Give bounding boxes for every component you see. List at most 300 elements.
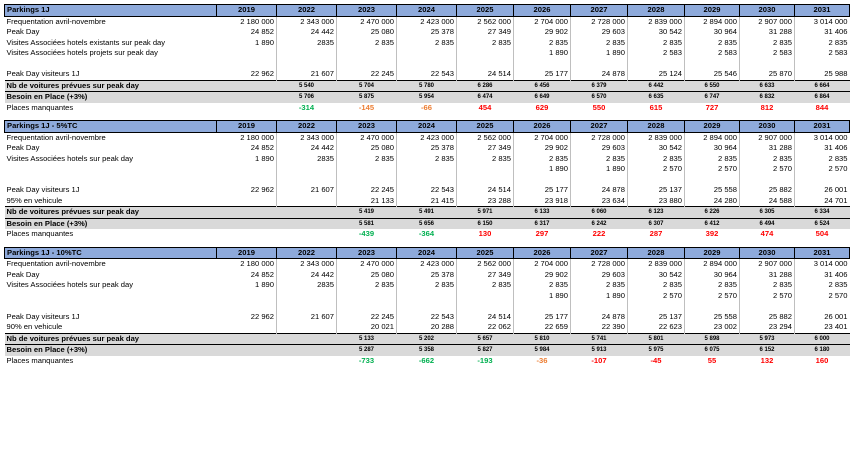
value-cell[interactable]: 2 570 bbox=[685, 291, 740, 302]
value-cell[interactable]: 24 852 bbox=[250, 27, 274, 36]
value-cell[interactable]: 25 137 bbox=[628, 312, 685, 323]
year-header[interactable]: 2029 bbox=[685, 5, 740, 17]
value-cell[interactable]: 25 378 bbox=[397, 270, 457, 281]
value-cell[interactable]: 2 343 000 bbox=[277, 259, 337, 270]
value-cell[interactable] bbox=[337, 291, 397, 302]
value-cell[interactable]: 29 902 bbox=[514, 27, 571, 38]
value-cell[interactable] bbox=[685, 175, 740, 186]
value-cell[interactable] bbox=[514, 301, 571, 312]
value-cell[interactable]: 5 133 bbox=[337, 333, 397, 345]
year-header[interactable]: 2031 bbox=[795, 121, 850, 133]
value-cell[interactable]: -36 bbox=[536, 355, 548, 365]
value-cell[interactable]: 6 550 bbox=[685, 80, 740, 92]
value-cell[interactable]: 6 442 bbox=[628, 80, 685, 92]
value-cell[interactable]: 727 bbox=[705, 102, 719, 112]
value-cell[interactable] bbox=[397, 291, 457, 302]
value-cell[interactable]: 25 137 bbox=[628, 185, 685, 196]
value-cell[interactable]: 5 827 bbox=[457, 345, 514, 356]
row-label[interactable]: Visites Associées hotels sur peak day bbox=[6, 153, 133, 163]
value-cell[interactable]: 2 704 000 bbox=[514, 16, 571, 27]
value-cell[interactable]: 22 245 bbox=[337, 312, 397, 323]
value-cell[interactable] bbox=[217, 175, 277, 186]
value-cell[interactable]: 2 562 000 bbox=[457, 259, 514, 270]
value-cell[interactable] bbox=[795, 59, 850, 70]
value-cell[interactable]: 2 835 bbox=[795, 280, 850, 291]
value-cell[interactable] bbox=[217, 48, 277, 59]
row-label[interactable]: Frequentation avril-novembre bbox=[6, 16, 106, 26]
value-cell[interactable]: 25 558 bbox=[685, 185, 740, 196]
value-cell[interactable] bbox=[397, 59, 457, 70]
value-cell[interactable]: 24 852 bbox=[250, 143, 274, 152]
year-header[interactable]: 2022 bbox=[277, 121, 337, 133]
value-cell[interactable]: 6 133 bbox=[514, 207, 571, 219]
value-cell[interactable]: 20 021 bbox=[337, 322, 397, 333]
value-cell[interactable]: 2835 bbox=[277, 280, 337, 291]
value-cell[interactable] bbox=[217, 59, 277, 70]
value-cell[interactable]: 22 245 bbox=[337, 185, 397, 196]
value-cell[interactable]: 23 002 bbox=[685, 322, 740, 333]
value-cell[interactable]: 6 242 bbox=[571, 218, 628, 229]
value-cell[interactable] bbox=[217, 164, 277, 175]
value-cell[interactable]: 24 514 bbox=[457, 312, 514, 323]
value-cell[interactable] bbox=[277, 196, 337, 207]
value-cell[interactable]: 25 882 bbox=[740, 185, 795, 196]
value-cell[interactable]: 454 bbox=[478, 102, 492, 112]
empty-cell[interactable] bbox=[457, 113, 514, 121]
value-cell[interactable] bbox=[457, 48, 514, 59]
value-cell[interactable]: 2 180 000 bbox=[240, 259, 274, 268]
row-label[interactable]: Frequentation avril-novembre bbox=[6, 259, 106, 268]
value-cell[interactable] bbox=[217, 301, 277, 312]
value-cell[interactable]: 24 588 bbox=[740, 196, 795, 207]
value-cell[interactable]: 1 890 bbox=[514, 48, 571, 59]
value-cell[interactable] bbox=[217, 196, 277, 207]
value-cell[interactable]: 160 bbox=[815, 355, 829, 365]
year-header[interactable]: 2030 bbox=[740, 247, 795, 259]
value-cell[interactable]: 25 177 bbox=[514, 185, 571, 196]
value-cell[interactable]: 1 890 bbox=[254, 37, 274, 47]
value-cell[interactable]: 2 835 bbox=[514, 38, 571, 49]
value-cell[interactable]: 31 288 bbox=[740, 270, 795, 281]
row-label[interactable]: 95% en vehicule bbox=[6, 195, 63, 205]
row-label[interactable]: Peak Day visiteurs 1J bbox=[6, 185, 80, 194]
value-cell[interactable]: 2 343 000 bbox=[277, 132, 337, 143]
value-cell[interactable]: 2835 bbox=[277, 154, 337, 165]
value-cell[interactable]: 2 835 bbox=[337, 38, 397, 49]
value-cell[interactable]: 2 839 000 bbox=[628, 16, 685, 27]
empty-cell[interactable] bbox=[277, 240, 337, 248]
value-cell[interactable] bbox=[277, 356, 337, 367]
empty-cell[interactable] bbox=[628, 240, 685, 248]
row-label[interactable]: Peak Day bbox=[6, 269, 40, 279]
value-cell[interactable]: 22 659 bbox=[514, 322, 571, 333]
row-label[interactable]: 90% en vehicule bbox=[6, 322, 63, 331]
value-cell[interactable]: 30 964 bbox=[685, 270, 740, 281]
value-cell[interactable]: 2 835 bbox=[397, 154, 457, 165]
value-cell[interactable]: 550 bbox=[592, 102, 606, 112]
value-cell[interactable]: 6 286 bbox=[457, 80, 514, 92]
value-cell[interactable]: 27 349 bbox=[457, 270, 514, 281]
value-cell[interactable]: 2 423 000 bbox=[397, 132, 457, 143]
row-label[interactable]: Peak Day visiteurs 1J bbox=[6, 69, 80, 78]
year-header[interactable]: 2019 bbox=[217, 5, 277, 17]
value-cell[interactable] bbox=[217, 218, 277, 229]
value-cell[interactable]: 287 bbox=[649, 229, 663, 238]
value-cell[interactable] bbox=[217, 92, 277, 103]
value-cell[interactable]: 2835 bbox=[277, 38, 337, 49]
value-cell[interactable] bbox=[217, 322, 277, 333]
value-cell[interactable]: 2 570 bbox=[740, 291, 795, 302]
empty-cell[interactable] bbox=[628, 113, 685, 121]
empty-cell[interactable] bbox=[795, 113, 850, 121]
value-cell[interactable]: 2 570 bbox=[628, 291, 685, 302]
value-cell[interactable] bbox=[795, 301, 850, 312]
year-header[interactable]: 2030 bbox=[740, 5, 795, 17]
value-cell[interactable]: 5 898 bbox=[685, 333, 740, 345]
year-header[interactable]: 2026 bbox=[514, 121, 571, 133]
value-cell[interactable]: 5 741 bbox=[571, 333, 628, 345]
value-cell[interactable]: 1 890 bbox=[514, 164, 571, 175]
value-cell[interactable] bbox=[397, 301, 457, 312]
value-cell[interactable]: 2 839 000 bbox=[628, 259, 685, 270]
value-cell[interactable]: 6 524 bbox=[795, 218, 850, 229]
value-cell[interactable]: 25 378 bbox=[397, 27, 457, 38]
value-cell[interactable]: 812 bbox=[760, 102, 774, 112]
value-cell[interactable] bbox=[217, 229, 277, 240]
value-cell[interactable]: 23 918 bbox=[514, 196, 571, 207]
value-cell[interactable]: 24 701 bbox=[795, 196, 850, 207]
value-cell[interactable] bbox=[571, 175, 628, 186]
value-cell[interactable]: 21 133 bbox=[337, 196, 397, 207]
value-cell[interactable] bbox=[795, 175, 850, 186]
value-cell[interactable]: 2 562 000 bbox=[457, 16, 514, 27]
row-label[interactable]: Nb de voitures prévues sur peak day bbox=[5, 333, 217, 345]
value-cell[interactable]: 5 706 bbox=[277, 92, 337, 103]
section-title[interactable]: Parkings 1J bbox=[5, 5, 217, 17]
value-cell[interactable]: 130 bbox=[478, 229, 492, 238]
value-cell[interactable]: 2 835 bbox=[397, 38, 457, 49]
value-cell[interactable]: 1 890 bbox=[514, 291, 571, 302]
empty-cell[interactable] bbox=[5, 240, 217, 248]
value-cell[interactable] bbox=[217, 207, 277, 219]
value-cell[interactable]: 2 835 bbox=[740, 154, 795, 165]
value-cell[interactable]: 2 835 bbox=[571, 154, 628, 165]
value-cell[interactable]: 2 835 bbox=[685, 154, 740, 165]
value-cell[interactable]: 2 907 000 bbox=[740, 132, 795, 143]
value-cell[interactable]: 2 728 000 bbox=[571, 132, 628, 143]
value-cell[interactable]: 6 633 bbox=[740, 80, 795, 92]
value-cell[interactable]: 2 835 bbox=[397, 280, 457, 291]
value-cell[interactable]: 2 894 000 bbox=[685, 132, 740, 143]
value-cell[interactable]: 29 603 bbox=[571, 27, 628, 38]
value-cell[interactable]: 5 954 bbox=[397, 92, 457, 103]
value-cell[interactable] bbox=[217, 80, 277, 92]
year-header[interactable]: 2023 bbox=[337, 121, 397, 133]
value-cell[interactable]: 6 864 bbox=[795, 92, 850, 103]
value-cell[interactable]: 6 412 bbox=[685, 218, 740, 229]
value-cell[interactable]: 23 880 bbox=[628, 196, 685, 207]
row-label[interactable]: Peak Day bbox=[6, 27, 40, 36]
row-label[interactable]: Visites Associées hotels existants sur peak day bbox=[6, 37, 166, 47]
value-cell[interactable]: 6 152 bbox=[740, 345, 795, 356]
value-cell[interactable] bbox=[277, 291, 337, 302]
value-cell[interactable]: 5 971 bbox=[457, 207, 514, 219]
row-label[interactable]: Besoin en Place (+3%) bbox=[5, 218, 217, 229]
year-header[interactable]: 2030 bbox=[740, 121, 795, 133]
row-label[interactable] bbox=[5, 175, 217, 186]
empty-cell[interactable] bbox=[740, 113, 795, 121]
value-cell[interactable]: 31 406 bbox=[795, 143, 850, 154]
value-cell[interactable]: 25 988 bbox=[795, 69, 850, 80]
value-cell[interactable]: 2 835 bbox=[514, 280, 571, 291]
value-cell[interactable]: 21 607 bbox=[277, 185, 337, 196]
year-header[interactable]: 2027 bbox=[571, 247, 628, 259]
value-cell[interactable]: 5 875 bbox=[337, 92, 397, 103]
value-cell[interactable]: 2 835 bbox=[337, 280, 397, 291]
empty-cell[interactable] bbox=[740, 240, 795, 248]
value-cell[interactable]: 2 839 000 bbox=[628, 132, 685, 143]
value-cell[interactable]: 22 962 bbox=[250, 311, 274, 321]
value-cell[interactable]: 29 902 bbox=[514, 270, 571, 281]
value-cell[interactable]: 6 075 bbox=[685, 345, 740, 356]
value-cell[interactable]: 2 583 bbox=[685, 48, 740, 59]
value-cell[interactable] bbox=[277, 333, 337, 345]
value-cell[interactable]: 2 423 000 bbox=[397, 16, 457, 27]
value-cell[interactable]: 2 470 000 bbox=[337, 16, 397, 27]
value-cell[interactable]: 6 474 bbox=[457, 92, 514, 103]
value-cell[interactable]: 5 657 bbox=[457, 333, 514, 345]
value-cell[interactable]: 25 870 bbox=[740, 69, 795, 80]
value-cell[interactable]: 24 442 bbox=[277, 143, 337, 154]
value-cell[interactable]: -107 bbox=[591, 355, 607, 365]
empty-cell[interactable] bbox=[685, 240, 740, 248]
empty-cell[interactable] bbox=[277, 113, 337, 121]
value-cell[interactable]: 132 bbox=[760, 355, 774, 365]
value-cell[interactable] bbox=[337, 164, 397, 175]
value-cell[interactable]: 2 907 000 bbox=[740, 16, 795, 27]
value-cell[interactable]: 26 001 bbox=[795, 312, 850, 323]
empty-cell[interactable] bbox=[795, 240, 850, 248]
year-header[interactable]: 2026 bbox=[514, 247, 571, 259]
empty-cell[interactable] bbox=[685, 113, 740, 121]
value-cell[interactable]: 3 014 000 bbox=[795, 132, 850, 143]
value-cell[interactable]: 2 704 000 bbox=[514, 259, 571, 270]
value-cell[interactable] bbox=[217, 333, 277, 345]
value-cell[interactable]: 2 835 bbox=[457, 280, 514, 291]
value-cell[interactable]: 22 062 bbox=[457, 322, 514, 333]
value-cell[interactable] bbox=[277, 48, 337, 59]
value-cell[interactable] bbox=[397, 175, 457, 186]
value-cell[interactable]: 29 603 bbox=[571, 270, 628, 281]
value-cell[interactable]: 5 913 bbox=[571, 345, 628, 356]
value-cell[interactable]: 5 810 bbox=[514, 333, 571, 345]
row-label[interactable]: Frequentation avril-novembre bbox=[6, 132, 106, 142]
empty-cell[interactable] bbox=[217, 113, 277, 121]
value-cell[interactable]: 2 343 000 bbox=[277, 16, 337, 27]
value-cell[interactable]: 2 835 bbox=[795, 38, 850, 49]
year-header[interactable]: 2028 bbox=[628, 5, 685, 17]
value-cell[interactable]: 2 570 bbox=[740, 164, 795, 175]
year-header[interactable]: 2031 bbox=[795, 5, 850, 17]
value-cell[interactable]: 2 835 bbox=[685, 280, 740, 291]
year-header[interactable]: 2027 bbox=[571, 121, 628, 133]
value-cell[interactable] bbox=[337, 59, 397, 70]
empty-cell[interactable] bbox=[397, 240, 457, 248]
value-cell[interactable]: -314 bbox=[298, 102, 315, 112]
year-header[interactable]: 2019 bbox=[217, 247, 277, 259]
value-cell[interactable]: 22 543 bbox=[397, 185, 457, 196]
value-cell[interactable]: 2 570 bbox=[795, 164, 850, 175]
value-cell[interactable]: 2 570 bbox=[685, 164, 740, 175]
value-cell[interactable] bbox=[277, 207, 337, 219]
value-cell[interactable]: 6 832 bbox=[740, 92, 795, 103]
value-cell[interactable]: 6 150 bbox=[457, 218, 514, 229]
value-cell[interactable]: 2 835 bbox=[740, 280, 795, 291]
row-label[interactable]: Besoin en Place (+3%) bbox=[5, 92, 217, 103]
value-cell[interactable]: 5 581 bbox=[337, 218, 397, 229]
value-cell[interactable] bbox=[337, 175, 397, 186]
value-cell[interactable]: 2 470 000 bbox=[337, 259, 397, 270]
value-cell[interactable]: 5 491 bbox=[397, 207, 457, 219]
value-cell[interactable]: 6 635 bbox=[628, 92, 685, 103]
value-cell[interactable]: 25 080 bbox=[337, 143, 397, 154]
value-cell[interactable]: 6 664 bbox=[795, 80, 850, 92]
value-cell[interactable] bbox=[277, 175, 337, 186]
value-cell[interactable] bbox=[217, 291, 277, 302]
value-cell[interactable] bbox=[397, 48, 457, 59]
value-cell[interactable]: 5 202 bbox=[397, 333, 457, 345]
row-label[interactable] bbox=[5, 164, 217, 175]
row-label[interactable]: Besoin en Place (+3%) bbox=[5, 345, 217, 356]
value-cell[interactable]: 5 358 bbox=[397, 345, 457, 356]
value-cell[interactable]: 31 406 bbox=[795, 27, 850, 38]
value-cell[interactable]: 2 570 bbox=[795, 291, 850, 302]
value-cell[interactable] bbox=[628, 301, 685, 312]
value-cell[interactable]: 21 607 bbox=[277, 69, 337, 80]
empty-cell[interactable] bbox=[397, 113, 457, 121]
value-cell[interactable] bbox=[740, 59, 795, 70]
value-cell[interactable]: 6 747 bbox=[685, 92, 740, 103]
row-label[interactable] bbox=[5, 59, 217, 70]
value-cell[interactable]: 26 001 bbox=[795, 185, 850, 196]
value-cell[interactable]: 1 890 bbox=[571, 291, 628, 302]
value-cell[interactable]: 6 226 bbox=[685, 207, 740, 219]
value-cell[interactable]: 474 bbox=[760, 229, 774, 238]
value-cell[interactable]: 5 973 bbox=[740, 333, 795, 345]
value-cell[interactable]: -662 bbox=[418, 355, 435, 365]
value-cell[interactable] bbox=[217, 356, 277, 367]
value-cell[interactable]: 30 964 bbox=[685, 27, 740, 38]
year-header[interactable]: 2025 bbox=[457, 247, 514, 259]
value-cell[interactable]: 5 975 bbox=[628, 345, 685, 356]
value-cell[interactable]: 2 835 bbox=[514, 154, 571, 165]
value-cell[interactable]: 25 124 bbox=[628, 69, 685, 80]
value-cell[interactable]: 2 894 000 bbox=[685, 16, 740, 27]
value-cell[interactable]: -45 bbox=[650, 355, 662, 365]
value-cell[interactable] bbox=[628, 175, 685, 186]
value-cell[interactable]: 5 984 bbox=[514, 345, 571, 356]
value-cell[interactable]: 24 878 bbox=[571, 312, 628, 323]
value-cell[interactable]: 2 835 bbox=[740, 38, 795, 49]
empty-cell[interactable] bbox=[571, 240, 628, 248]
value-cell[interactable]: 6 305 bbox=[740, 207, 795, 219]
value-cell[interactable]: 5 780 bbox=[397, 80, 457, 92]
value-cell[interactable]: 22 390 bbox=[571, 322, 628, 333]
value-cell[interactable] bbox=[457, 301, 514, 312]
value-cell[interactable]: 5 704 bbox=[337, 80, 397, 92]
value-cell[interactable] bbox=[397, 164, 457, 175]
year-header[interactable]: 2024 bbox=[397, 247, 457, 259]
value-cell[interactable]: 22 543 bbox=[397, 69, 457, 80]
value-cell[interactable]: 2 180 000 bbox=[240, 16, 274, 26]
section-title[interactable]: Parkings 1J - 10%TC bbox=[5, 247, 217, 259]
row-label[interactable]: Places manquantes bbox=[6, 355, 74, 365]
value-cell[interactable] bbox=[685, 301, 740, 312]
value-cell[interactable] bbox=[337, 48, 397, 59]
value-cell[interactable]: 21 607 bbox=[277, 312, 337, 323]
value-cell[interactable]: 2 470 000 bbox=[337, 132, 397, 143]
value-cell[interactable]: 504 bbox=[815, 229, 829, 238]
value-cell[interactable]: 20 288 bbox=[397, 322, 457, 333]
value-cell[interactable]: 2 583 bbox=[628, 48, 685, 59]
value-cell[interactable]: 6 180 bbox=[795, 345, 850, 356]
value-cell[interactable]: 30 542 bbox=[628, 143, 685, 154]
year-header[interactable]: 2024 bbox=[397, 121, 457, 133]
row-label[interactable]: Places manquantes bbox=[6, 229, 74, 238]
year-header[interactable]: 2029 bbox=[685, 247, 740, 259]
value-cell[interactable]: 25 177 bbox=[514, 312, 571, 323]
value-cell[interactable] bbox=[217, 345, 277, 356]
value-cell[interactable]: 5 419 bbox=[337, 207, 397, 219]
row-label[interactable]: Places manquantes bbox=[6, 102, 74, 112]
value-cell[interactable]: 22 962 bbox=[250, 185, 274, 194]
value-cell[interactable]: 27 349 bbox=[457, 27, 514, 38]
row-label[interactable] bbox=[5, 291, 217, 302]
value-cell[interactable]: 2 835 bbox=[628, 280, 685, 291]
row-label[interactable]: Visites Associées hotels sur peak day bbox=[6, 280, 133, 289]
value-cell[interactable]: 5 287 bbox=[337, 345, 397, 356]
value-cell[interactable]: 6 649 bbox=[514, 92, 571, 103]
value-cell[interactable]: 615 bbox=[649, 102, 663, 112]
value-cell[interactable]: 6 494 bbox=[740, 218, 795, 229]
value-cell[interactable]: 25 558 bbox=[685, 312, 740, 323]
value-cell[interactable] bbox=[514, 175, 571, 186]
value-cell[interactable]: 29 603 bbox=[571, 143, 628, 154]
value-cell[interactable]: 2 835 bbox=[628, 154, 685, 165]
value-cell[interactable]: -364 bbox=[418, 229, 435, 238]
value-cell[interactable]: 24 878 bbox=[571, 185, 628, 196]
value-cell[interactable]: 3 014 000 bbox=[795, 259, 850, 270]
value-cell[interactable] bbox=[740, 301, 795, 312]
value-cell[interactable]: 6 334 bbox=[795, 207, 850, 219]
year-header[interactable]: 2028 bbox=[628, 121, 685, 133]
value-cell[interactable]: 1 890 bbox=[571, 164, 628, 175]
value-cell[interactable]: 22 543 bbox=[397, 312, 457, 323]
row-label[interactable]: Peak Day visiteurs 1J bbox=[6, 311, 80, 321]
value-cell[interactable]: 2 907 000 bbox=[740, 259, 795, 270]
value-cell[interactable]: 297 bbox=[535, 229, 549, 238]
value-cell[interactable]: 222 bbox=[592, 229, 606, 238]
value-cell[interactable]: 2 835 bbox=[628, 38, 685, 49]
value-cell[interactable]: 2 835 bbox=[571, 280, 628, 291]
year-header[interactable]: 2025 bbox=[457, 5, 514, 17]
value-cell[interactable]: 2 835 bbox=[685, 38, 740, 49]
empty-cell[interactable] bbox=[514, 113, 571, 121]
year-header[interactable]: 2022 bbox=[277, 247, 337, 259]
value-cell[interactable] bbox=[217, 103, 277, 114]
value-cell[interactable]: 22 245 bbox=[337, 69, 397, 80]
empty-cell[interactable] bbox=[337, 240, 397, 248]
